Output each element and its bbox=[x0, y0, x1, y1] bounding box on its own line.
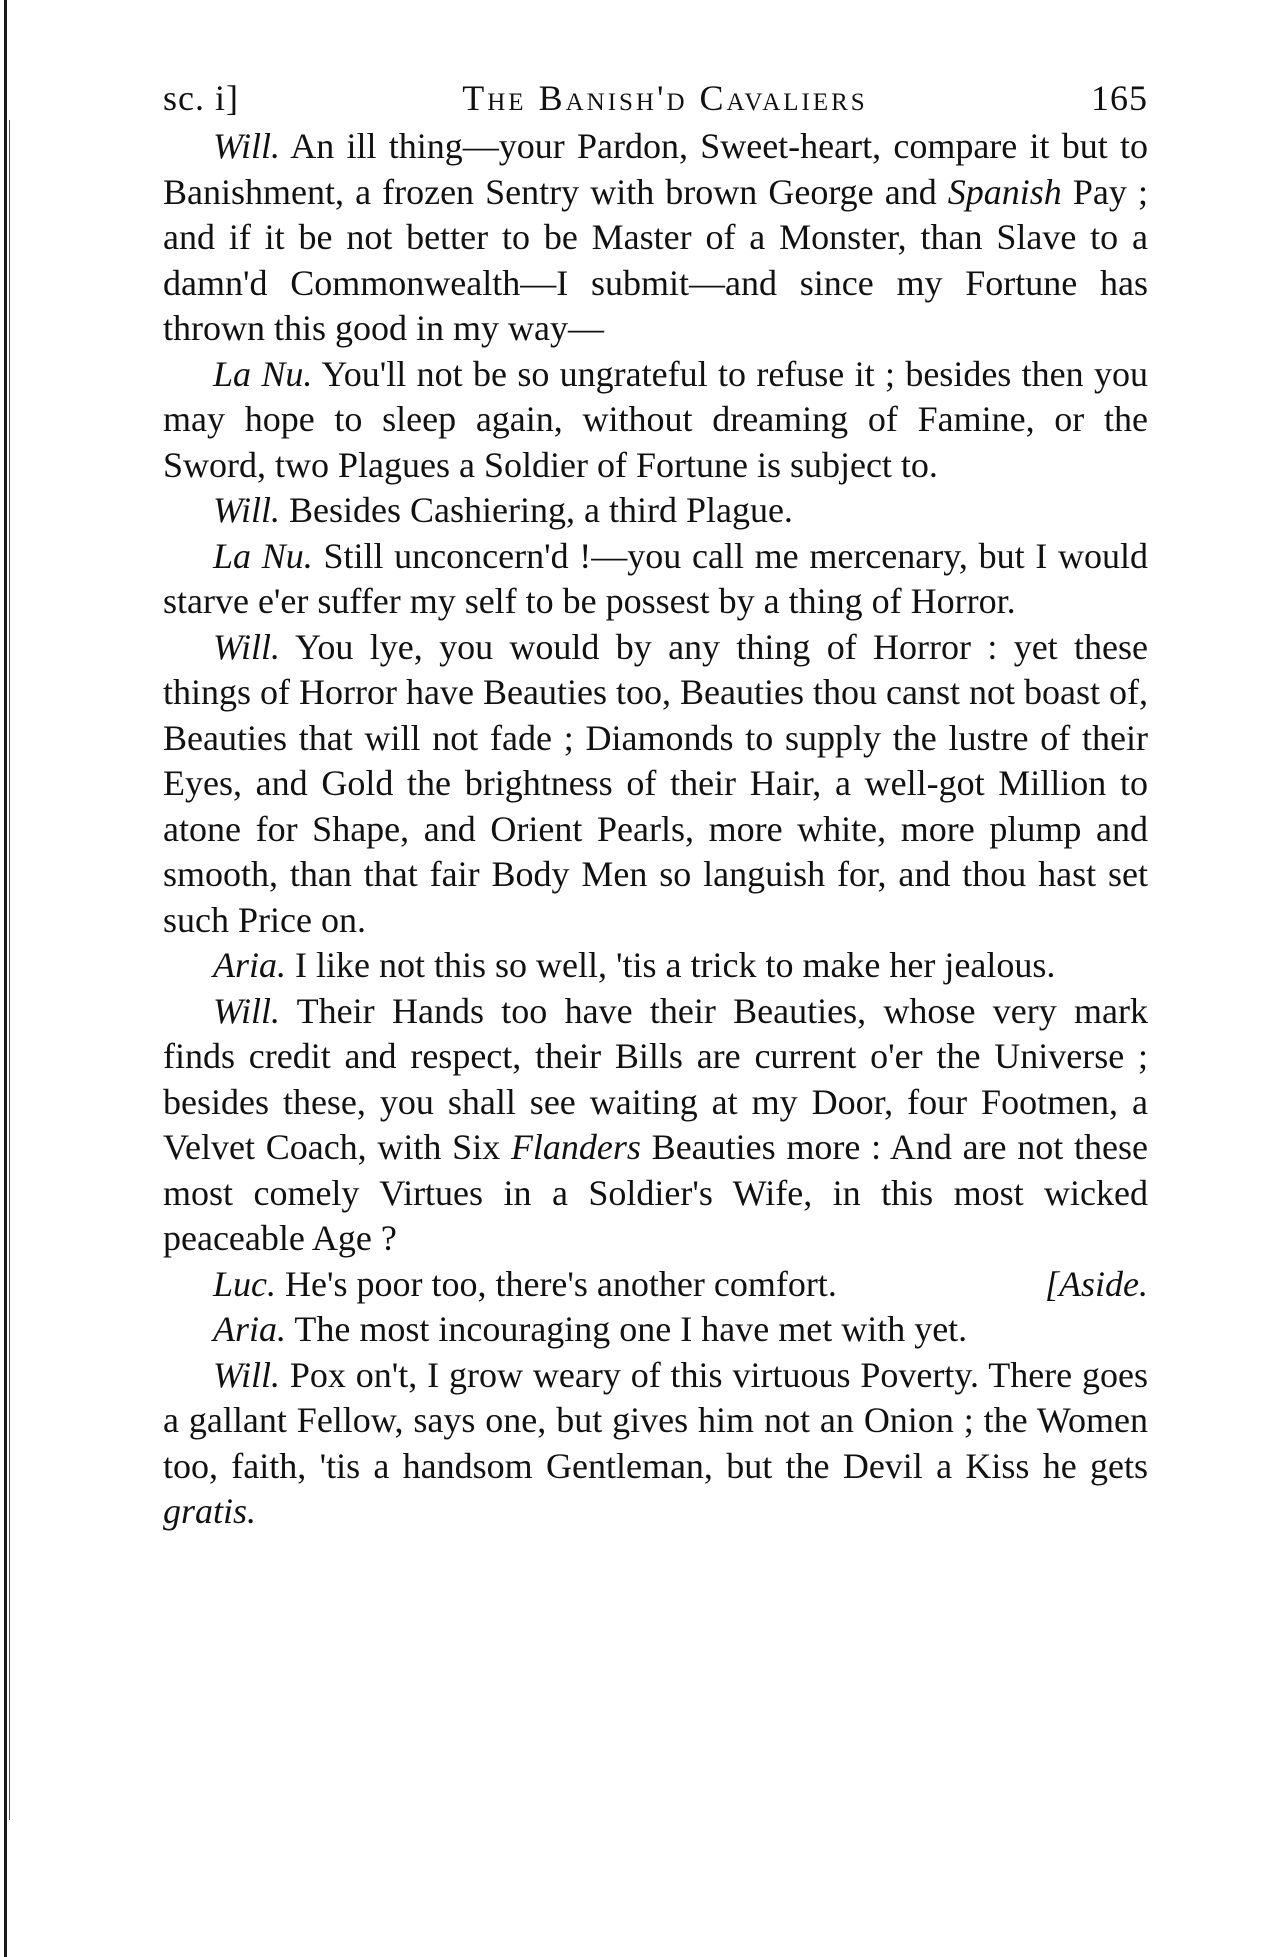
speech-paragraph bbox=[163, 534, 1148, 625]
speaker-name: Will. bbox=[213, 490, 281, 530]
speech-text: Pox on't, I grow weary of this virtuous Poverty. There goes a gallant Fellow, says one, but gives him not an Onion ; the Women too, faith, 'tis a handsom Gentleman, but the Devil a Kiss he gets bbox=[163, 1354, 1148, 1486]
speaker-name: Will. bbox=[213, 626, 281, 667]
binding-edge-shadow bbox=[9, 120, 10, 1820]
speaker-name: La Nu. bbox=[213, 353, 313, 394]
speaker-name: La Nu. bbox=[213, 535, 313, 576]
speech-paragraph bbox=[163, 989, 1148, 1262]
speech-text: Their Hands too have their Beauties, whose very mark finds credit and respect, their Bills are current o'er the Universe ; besides these, you shall see waiting at my Door, four Footmen, a Velvet Coach, with Six bbox=[163, 990, 1148, 1167]
italic-text: Spanish bbox=[947, 171, 1062, 212]
speech-paragraph bbox=[163, 625, 1148, 944]
speech-text: I like not this so well, 'tis a trick to make her jealous. bbox=[286, 945, 1056, 985]
speaker-name: Luc. bbox=[213, 1263, 276, 1304]
speech-paragraph bbox=[163, 943, 1148, 989]
speech-text: You'll not be so ungrateful to refuse it ; besides then you may hope to sleep again, without dreaming of Famine, or the Sword, two Plagues a Soldier of Fortune is subject to. bbox=[163, 353, 1148, 485]
speech-text: Beauties more : And are not these most comely Virtues in a Soldier's Wife, in this most wicked peaceable Age ? bbox=[163, 1127, 1148, 1258]
speech-paragraph bbox=[163, 352, 1148, 489]
stage-direction: [Aside. bbox=[1045, 1263, 1148, 1304]
speech-text: Besides Cashiering, a third Plague. bbox=[280, 490, 793, 530]
speaker-name: Aria. bbox=[213, 1309, 287, 1349]
speaker-name: Will. bbox=[213, 990, 281, 1031]
speaker-name: Aria. bbox=[213, 945, 287, 985]
running-header bbox=[163, 76, 1148, 120]
speech-text: Pay ; and if it be not better to be Master of a Monster, than Slave to a damn'd Commonwealth—I submit—and since my Fortune has thrown this good in my way— bbox=[163, 171, 1148, 348]
speech-paragraph bbox=[163, 124, 1148, 352]
section-marker: sc. i] bbox=[163, 78, 239, 118]
italic-text: Flanders bbox=[510, 1127, 641, 1167]
binding-edge-line bbox=[4, 0, 7, 1957]
page-number: 165 bbox=[1090, 78, 1148, 118]
speaker-name: Will. bbox=[213, 126, 281, 166]
book-page bbox=[163, 76, 1148, 1535]
dialogue-body bbox=[163, 124, 1148, 1535]
running-title: The Banish'd Cavaliers bbox=[462, 78, 868, 118]
speech-text: Still unconcern'd !—you call me mercenary, but I would starve e'er suffer my self to be possest by a thing of Horror. bbox=[163, 535, 1148, 621]
speech-paragraph bbox=[163, 1262, 1148, 1308]
speech-text: He's poor too, there's another comfort. bbox=[276, 1263, 837, 1304]
speech-text: You lye, you would by any thing of Horror : yet these things of Horror have Beauties too, Beauties thou canst not boast of, Beauties that will not fade ; Diamonds to supply the lustre of their Eyes, and Gold the brightness of their Hair, a well-got Million to atone for Shape, and Orient Pearls, more white, more plump and smooth, than that fair Body Men so languish for, and thou hast set such Price on. bbox=[163, 626, 1148, 940]
speech-text: An ill thing—your Pardon, Sweet-heart, compare it but to Banishment, a frozen Sentry with brown George and bbox=[163, 126, 1148, 212]
speech-paragraph bbox=[163, 488, 1148, 534]
speech-paragraph bbox=[163, 1307, 1148, 1353]
speech-text: The most incouraging one I have met with yet. bbox=[286, 1309, 968, 1349]
italic-text: gratis. bbox=[163, 1491, 257, 1531]
speech-paragraph bbox=[163, 1353, 1148, 1535]
speaker-name: Will. bbox=[213, 1354, 281, 1395]
